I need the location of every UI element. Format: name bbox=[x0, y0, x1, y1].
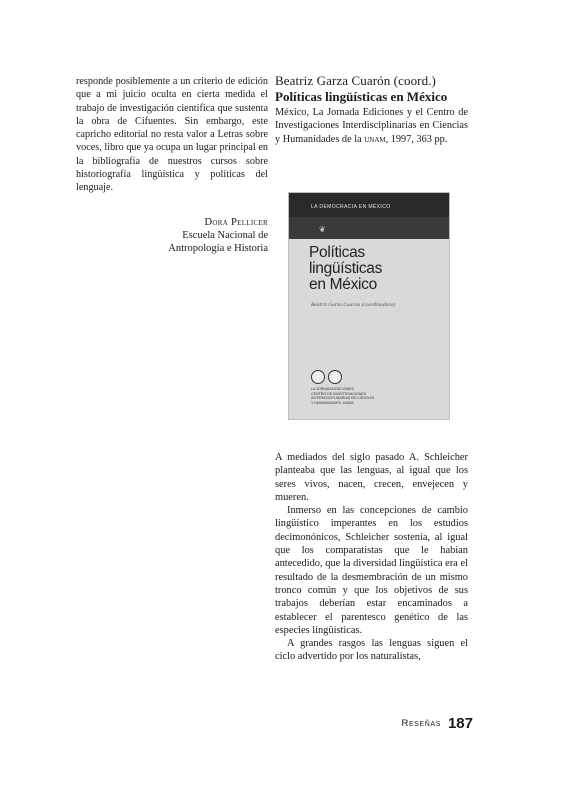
signature-affiliation-line-1: Escuela Nacional de bbox=[182, 230, 268, 241]
publication-text-2: 1997, 363 pp. bbox=[388, 133, 448, 145]
signature-name: Dora Pellicer bbox=[204, 217, 268, 228]
cover-plant-icon: ❦ bbox=[319, 225, 326, 234]
cover-editor: Beatriz Garza Cuarón (coordinadora) bbox=[311, 302, 396, 308]
publication-unam: unam, bbox=[364, 133, 389, 145]
cover-title-line-2: lingüísticas bbox=[309, 260, 383, 277]
footer-section-label: Reseñas bbox=[401, 717, 441, 729]
review-paragraph-1: A mediados del siglo pasado A. Schleicher planteaba que las lenguas, al igual que los seres vivos, nacen, crecen, envejecen y mueren. bbox=[275, 452, 468, 503]
book-author: Beatriz Garza Cuarón (coord.) bbox=[275, 73, 436, 88]
unam-seal-icon bbox=[328, 370, 342, 384]
review-paragraph-2: Inmerso en las concepciones de cambio lingüístico imperantes en los estudios decimonónicos, Schleicher sostenía, al igual que los comparatistas que le habían antecedido, que la diversidad lingüística era el resultado de la desmembración de un mismo tronco común y que los objetivos de sus trabajos deberían estar encaminados a establecer el parentesco genético de las especies lingüísticas. bbox=[275, 505, 468, 636]
review-paragraph-3: A grandes rasgos las lenguas siguen el ciclo advertido por los naturalistas, bbox=[275, 638, 468, 663]
signature-affiliation-line-2: Antropología e Historia bbox=[168, 243, 268, 254]
publisher-logo-icon bbox=[311, 370, 325, 384]
review-body bbox=[275, 451, 468, 664]
left-column bbox=[76, 75, 268, 195]
cover-publisher-line-1: LA JORNADA EDICIONES bbox=[311, 387, 354, 391]
publication-details bbox=[275, 106, 468, 146]
left-column-paragraph: responde posiblemente a un criterio de edición que a mi juicio oculta en cierta medida el trabajo de investigación científica que sustenta la obra de Cifuentes. Sin embargo, este capricho editorial no resta valor a Letras sobre voces, libro que ya ocupa un lugar principal en la bibliografía de nuestros cursos sobre historiografía lingüística y políticas del lenguaje. bbox=[76, 76, 268, 194]
book-cover-image bbox=[288, 192, 450, 420]
cover-publisher bbox=[311, 387, 431, 405]
review-signature bbox=[120, 216, 268, 255]
cover-publisher-line-3: INTERDISCIPLINARIAS EN CIENCIAS bbox=[311, 396, 375, 400]
book-title: Políticas lingüísticas en México bbox=[275, 89, 448, 104]
cover-series-label: LA DEMOCRACIA EN MÉXICO bbox=[311, 204, 391, 210]
review-header bbox=[275, 73, 468, 146]
cover-publisher-line-4: Y HUMANIDADES, UNAM bbox=[311, 400, 354, 405]
cover-dark-strip bbox=[289, 217, 449, 239]
cover-title-line-1: Políticas bbox=[309, 244, 365, 261]
cover-publisher-line-2: CENTRO DE INVESTIGACIONES bbox=[311, 391, 367, 396]
cover-title bbox=[309, 245, 439, 293]
cover-title-line-3: en México bbox=[309, 276, 377, 293]
publication-text-1: México, La Jornada Ediciones y el Centro de Investigaciones Interdisciplinarias en Ciencias y Humanidades de la bbox=[275, 107, 468, 145]
page-footer bbox=[395, 714, 473, 732]
page-number: 187 bbox=[447, 714, 473, 732]
